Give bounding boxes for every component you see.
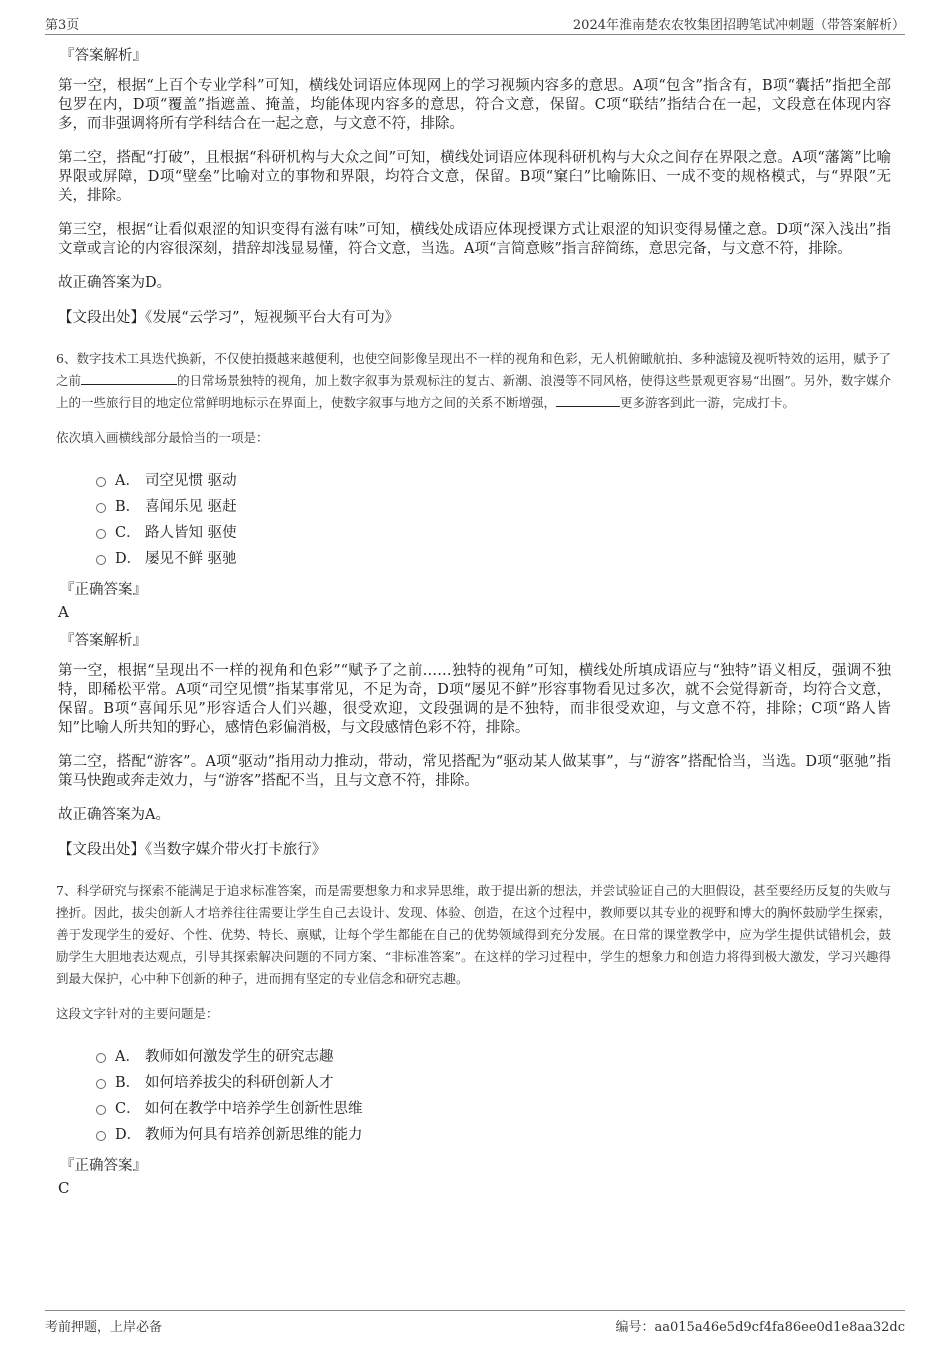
radio-icon[interactable] [96,1131,106,1141]
radio-icon[interactable] [96,1079,106,1089]
option-d[interactable] [96,544,891,570]
question-7-prompt: 这段文字针对的主要问题是： [56,1006,219,1021]
page-content [56,46,891,1207]
option-letter: A． [115,472,140,489]
fill-blank-1 [81,371,177,385]
option-a[interactable] [96,1042,891,1068]
option-c[interactable] [96,518,891,544]
correct-answer-label: 『正确答案』 [60,582,147,598]
analysis-paragraph: 第一空，根据“上百个专业学科”可知，横线处词语应体现网上的学习视频内容多的意思。A项“包含”指含有，B项“囊括”指把全部包罗在内，D项“覆盖”指遮盖、掩盖，均能体现内容多的意思，符合文意，保留。C项“联结”指结合在一起，文段意在体现内容多，而非强调将所有学科结合在一起之意，与文意不符，排除。 [58,78,891,132]
question-6-text [56,348,891,414]
analysis-paragraph: 第二空，搭配“游客”。A项“驱动”指用动力推动，带动，常见搭配为“驱动某人做某事”，与“游客”搭配恰当，当选。D项“驱驰”指策马快跑或奔走效力，与“游客”搭配不当，且与文意不符，排除。 [58,754,891,789]
page-footer [45,1310,905,1335]
option-c[interactable] [96,1094,891,1120]
option-letter: D． [115,550,142,567]
fill-blank-2 [556,393,620,407]
option-d[interactable] [96,1120,891,1146]
option-b[interactable] [96,492,891,518]
analysis-paragraph: 第三空，根据“让看似艰涩的知识变得有滋有味”可知，横线处成语应体现授课方式让艰涩的知识变得易懂之意。D项“深入浅出”指文章或言论的内容很深刻，措辞却浅显易懂，符合文意，当选。A项“言简意赅”指言辞简练，意思完备，与文意不符，排除。 [58,222,891,257]
analysis-label: 『答案解析』 [60,48,147,64]
document-id: 编号：aa015a46e5d9cf4fa86ee0d1e8aa32dc [615,1320,905,1335]
radio-icon[interactable] [96,529,106,539]
question-7-text: 7、科学研究与探索不能满足于追求标准答案，而是需要想象力和求异思维，敢于提出新的想法，并尝试验证自己的大胆假设，甚至要经历反复的失败与挫折。因此，拔尖创新人才培养往往需要让学生自己去设计、发现、体验、创造，在这个过程中，教师要以其专业的视野和博大的胸怀鼓励学生探索，善于发现学生的爱好、个性、优势、特长、禀赋，让每个学生都能在自己的优势领域得到充分发展。在日常的课堂教学中，应为学生提供试错机会，鼓励学生大胆地表达观点，引导其探索解决问题的不同方案、“非标准答案”。在这样的学习过程中，学生的想象力和创造力将得到极大激发，学习兴趣得到最大保护，心中种下创新的种子，进而拥有坚定的专业信念和研究志趣。 [56,883,891,986]
option-letter: D． [115,1126,142,1143]
analysis-conclusion: 故正确答案为A。 [58,807,170,823]
option-text: 教师如何激发学生的研究志趣 [145,1048,334,1065]
option-text: 屡见不鲜 驱驰 [145,550,237,567]
question-6-text-part: 的日常场景独特的视角，加上数字叙事为景观标注的复古、新潮、浪漫等不同风格，使得这些景观更容易“出圈”。另外，数字媒介上的一些旅行目的地定位常鲜明地标示在界面上，使数字叙事与地方之间的关系不断增强， [56,373,891,410]
option-text: 路人皆知 驱使 [145,524,237,541]
radio-icon[interactable] [96,477,106,487]
radio-icon[interactable] [96,503,106,513]
question-6-text-part: 6、数字技术工具迭代换新，不仅使拍摄越来越便利，也使空间影像呈现出不一样的视角和色彩，无人机俯瞰航拍、多种滤镜及视听特效的运用，赋予了之前 [56,351,891,388]
option-b[interactable] [96,1068,891,1094]
question-7-options [96,1042,891,1146]
question-6-text-part: 更多游客到此一游，完成打卡。 [620,395,796,410]
analysis-label: 『答案解析』 [60,633,147,649]
radio-icon[interactable] [96,555,106,565]
option-text: 司空见惯 驱动 [145,472,237,489]
page-header [45,12,905,35]
option-a[interactable] [96,466,891,492]
option-text: 喜闻乐见 驱赶 [145,498,237,515]
passage-source: 【文段出处】《当数字媒介带火打卡旅行》 [58,842,327,858]
option-text: 教师为何具有培养创新思维的能力 [145,1126,363,1143]
option-letter: C． [115,1100,141,1117]
option-letter: C． [115,524,141,541]
document-title: 2024年淮南楚农农牧集团招聘笔试冲刺题（带答案解析） [572,18,905,33]
option-letter: B． [115,1074,141,1091]
correct-answer: A [58,603,69,621]
page-number: 第3页 [45,18,80,33]
footer-slogan: 考前押题，上岸必备 [45,1320,163,1335]
option-letter: A． [115,1048,140,1065]
radio-icon[interactable] [96,1053,106,1063]
analysis-paragraph: 第一空，根据“呈现出不一样的视角和色彩”“赋予了之前……独特的视角”可知，横线处所填成语应与“独特”语义相反，强调不独特，即稀松平常。A项“司空见惯”指某事常见，不足为奇，D项“屡见不鲜”形容事物看见过多次，就不会觉得新奇，均符合文意，保留。B项“喜闻乐见”形容适合人们兴趣，很受欢迎，文段强调的是不独特，而非很受欢迎，与文意不符，排除；C项“路人皆知”比喻人所共知的野心，感情色彩偏消极，与文段感情色彩不符，排除。 [58,663,891,736]
option-text: 如何在教学中培养学生创新性思维 [145,1100,363,1117]
correct-answer: C [58,1179,70,1197]
analysis-conclusion: 故正确答案为D。 [58,275,172,291]
passage-source: 【文段出处】《发展“云学习”，短视频平台大有可为》 [58,310,400,326]
analysis-paragraph: 第二空，搭配“打破”，且根据“科研机构与大众之间”可知，横线处词语应体现科研机构与大众之间存在界限之意。A项“藩篱”比喻界限或屏障，D项“壁垒”比喻对立的事物和界限，均符合文意，保留。B项“窠臼”比喻陈旧、一成不变的规格模式，与“界限”无关，排除。 [58,150,891,204]
radio-icon[interactable] [96,1105,106,1115]
option-letter: B． [115,498,141,515]
question-6-options [96,466,891,570]
correct-answer-label: 『正确答案』 [60,1158,147,1174]
question-6-prompt: 依次填入画横线部分最恰当的一项是： [56,430,269,445]
option-text: 如何培养拔尖的科研创新人才 [145,1074,334,1091]
